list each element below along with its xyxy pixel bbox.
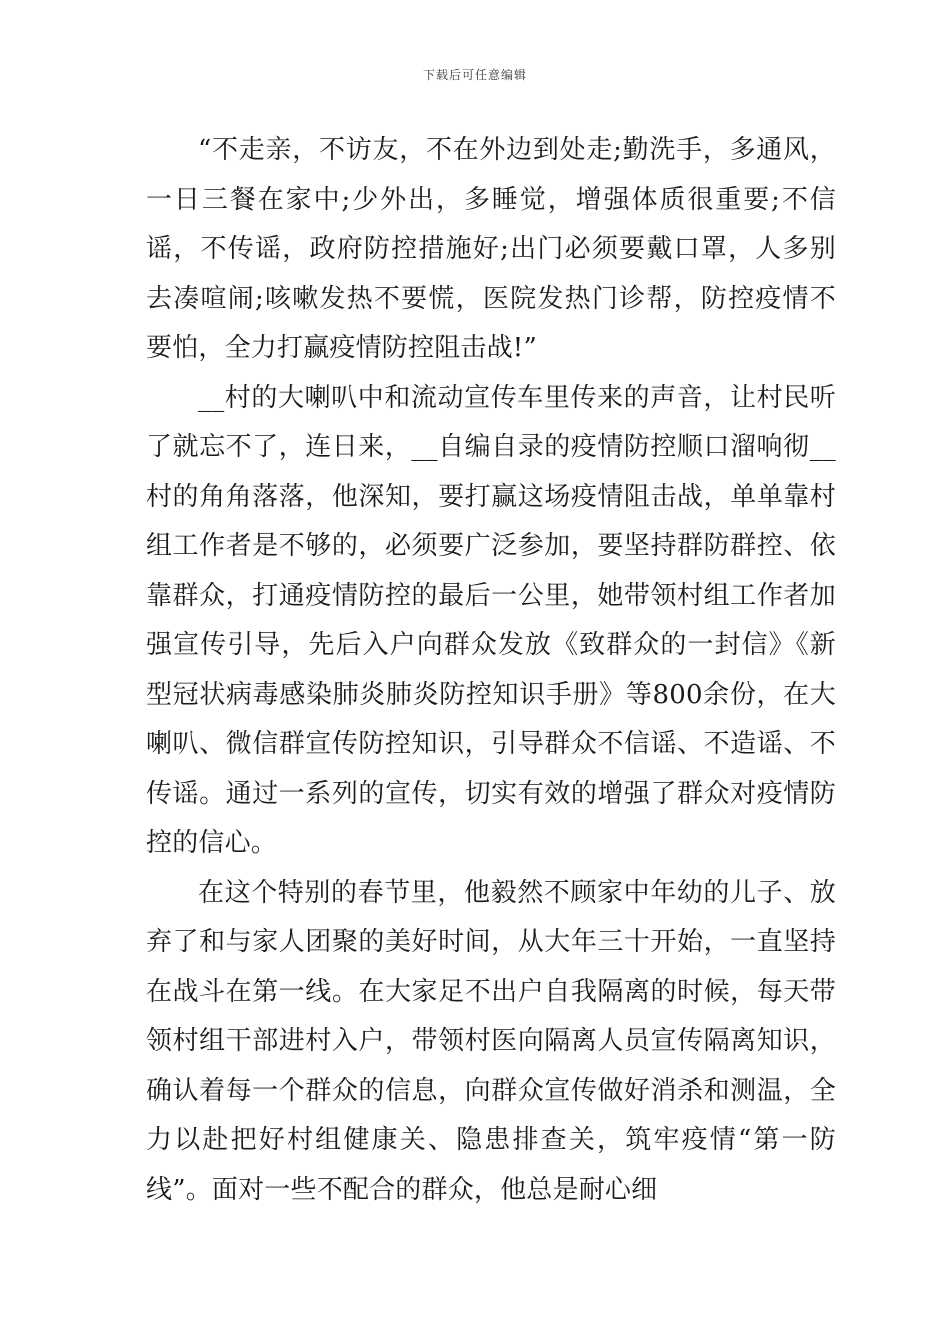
document-body [146, 126, 836, 1215]
header-note: 下载后可任意编辑 [422, 68, 527, 82]
paragraph-spring-festival: 在这个特别的春节里，他毅然不顾家中年幼的儿子、放弃了和与家人团聚的美好时间，从大年三十开始，一直坚持在战斗在第一线。在大家足不出户自我隔离的时候，每天带领村组干部进村入户，带领村医向隔离人员宣传隔离知识，确认着每一个群众的信息，向群众宣传做好消杀和测温，全力以赴把好村组健康关、隐患排查关，筑牢疫情“第一防线”。面对一些不配合的群众，他总是耐心细 [146, 877, 836, 1205]
paragraph-publicity: __村的大喇叭中和流动宣传车里传来的声音，让村民听了就忘不了，连日来，__自编自录的疫情防控顺口溜响彻__村的角角落落，他深知，要打赢这场疫情阻击战，单单靠村组工作者是不够的，必须要广泛参加，要坚持群防群控、依靠群众，打通疫情防控的最后一公里，她带领村组工作者加强宣传引导，先后入户向群众发放《致群众的一封信》《新型冠状病毒感染肺炎肺炎防控知识手册》等800余份，在大喇叭、微信群宣传防控知识，引导群众不信谣、不造谣、不传谣。通过一系列的宣传，切实有效的增强了群众对疫情防控的信心。 [146, 382, 836, 858]
paragraph-slogan: “不走亲，不访友，不在外边到处走;勤洗手，多通风，一日三餐在家中;少外出，多睡觉，增强体质很重要;不信谣，不传谣，政府防控措施好;出门必须要戴口罩，人多别去凑喧闹;咳嗽发热不要慌，医院发热门诊帮，防控疫情不要怕，全力打赢疫情防控阻击战!” [146, 135, 836, 363]
